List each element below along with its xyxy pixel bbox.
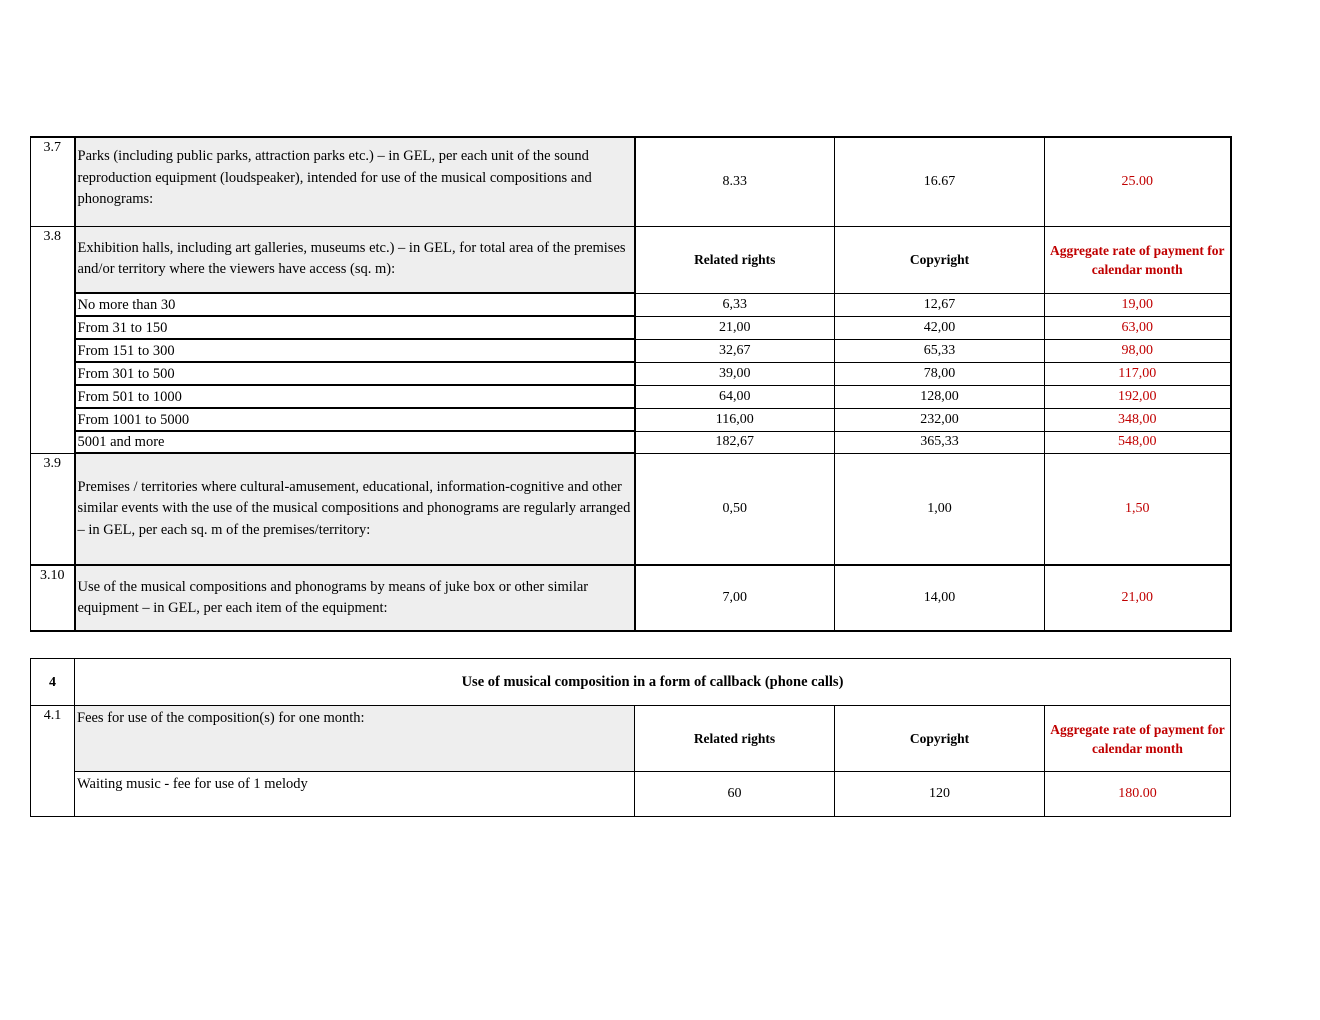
copyright-value: 16.67 — [835, 137, 1045, 226]
related-rights-value: 182,67 — [635, 431, 835, 453]
area-row — [31, 408, 1231, 431]
aggregate-value: 19,00 — [1045, 293, 1231, 316]
related-rights-value: 32,67 — [635, 339, 835, 362]
aggregate-value: 117,00 — [1045, 362, 1231, 385]
related-rights-header: Related rights — [635, 226, 835, 293]
copyright-value: 1,00 — [835, 453, 1045, 565]
area-range-label: No more than 30 — [75, 293, 635, 316]
row-3-7 — [31, 137, 1231, 226]
area-row — [31, 293, 1231, 316]
area-range-label: From 301 to 500 — [75, 362, 635, 385]
area-range-label: From 501 to 1000 — [75, 385, 635, 408]
related-rights-value: 116,00 — [635, 408, 835, 431]
row-number: 3.9 — [31, 453, 75, 565]
copyright-value: 65,33 — [835, 339, 1045, 362]
tariff-table-section-3 — [30, 136, 1232, 632]
copyright-header: Copyright — [835, 226, 1045, 293]
row-number: 3.7 — [31, 137, 75, 226]
area-row — [31, 431, 1231, 453]
aggregate-value: 25.00 — [1045, 137, 1231, 226]
aggregate-value: 1,50 — [1045, 453, 1231, 565]
related-rights-header: Related rights — [635, 706, 835, 772]
waiting-music-row — [31, 772, 1231, 817]
aggregate-value: 180.00 — [1045, 772, 1231, 817]
related-rights-value: 21,00 — [635, 316, 835, 339]
aggregate-value: 348,00 — [1045, 408, 1231, 431]
related-rights-value: 60 — [635, 772, 835, 817]
aggregate-value: 98,00 — [1045, 339, 1231, 362]
area-range-label: 5001 and more — [75, 431, 635, 453]
related-rights-value: 0,50 — [635, 453, 835, 565]
related-rights-value: 39,00 — [635, 362, 835, 385]
section-title: Use of musical composition in a form of callback (phone calls) — [75, 659, 1231, 706]
row-number: 3.8 — [31, 226, 75, 453]
copyright-value: 365,33 — [835, 431, 1045, 453]
area-range-label: From 1001 to 5000 — [75, 408, 635, 431]
area-range-label: From 151 to 300 — [75, 339, 635, 362]
area-row — [31, 339, 1231, 362]
row-number: 3.10 — [31, 565, 75, 631]
aggregate-rate-header: Aggregate rate of payment for calendar month — [1045, 706, 1231, 772]
aggregate-value: 21,00 — [1045, 565, 1231, 631]
copyright-value: 12,67 — [835, 293, 1045, 316]
row-3-8-header — [31, 226, 1231, 293]
copyright-value: 232,00 — [835, 408, 1045, 431]
row-3-10 — [31, 565, 1231, 631]
area-range-label: From 31 to 150 — [75, 316, 635, 339]
aggregate-value: 548,00 — [1045, 431, 1231, 453]
copyright-value: 78,00 — [835, 362, 1045, 385]
area-row — [31, 362, 1231, 385]
aggregate-value: 63,00 — [1045, 316, 1231, 339]
copyright-header: Copyright — [835, 706, 1045, 772]
row-description: Fees for use of the composition(s) for one month: — [75, 706, 635, 772]
row-number: 4.1 — [31, 706, 75, 817]
row-description: Use of the musical compositions and phonograms by means of juke box or other similar equipment – in GEL, per each item of the equipment: — [75, 565, 635, 631]
related-rights-value: 64,00 — [635, 385, 835, 408]
section-number: 4 — [31, 659, 75, 706]
aggregate-value: 192,00 — [1045, 385, 1231, 408]
row-description: Premises / territories where cultural-amusement, educational, information-cognitive and other similar events with the use of the musical compositions and phonograms are regularly arranged – in GEL, per each sq. m of the premises/territory: — [75, 453, 635, 565]
related-rights-value: 8.33 — [635, 137, 835, 226]
copyright-value: 14,00 — [835, 565, 1045, 631]
aggregate-rate-header: Aggregate rate of payment for calendar month — [1045, 226, 1231, 293]
row-description: Waiting music - fee for use of 1 melody — [75, 772, 635, 817]
copyright-value: 42,00 — [835, 316, 1045, 339]
tariff-table-section-4 — [30, 658, 1231, 817]
row-description: Exhibition halls, including art galleries, museums etc.) – in GEL, for total area of the premises and/or territory where the viewers have access (sq. m): — [75, 226, 635, 293]
area-row — [31, 316, 1231, 339]
related-rights-value: 6,33 — [635, 293, 835, 316]
related-rights-value: 7,00 — [635, 565, 835, 631]
row-3-9 — [31, 453, 1231, 565]
copyright-value: 120 — [835, 772, 1045, 817]
copyright-value: 128,00 — [835, 385, 1045, 408]
section-4-header-row — [31, 659, 1231, 706]
area-row — [31, 385, 1231, 408]
row-description: Parks (including public parks, attraction parks etc.) – in GEL, per each unit of the sound reproduction equipment (loudspeaker), intended for use of the musical compositions and phonograms: — [75, 137, 635, 226]
row-4-1-header — [31, 706, 1231, 772]
